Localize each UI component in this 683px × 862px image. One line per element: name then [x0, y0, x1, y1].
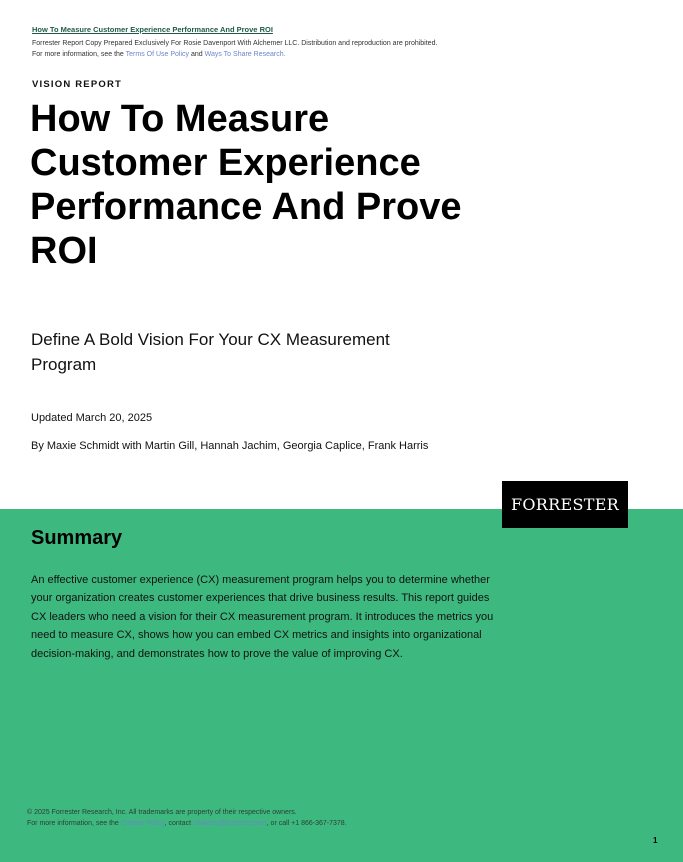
logo-text: FORRESTER: [510, 495, 620, 514]
more-info-and: and: [189, 51, 205, 58]
report-subtitle: Define A Bold Vision For Your CX Measurement Program: [31, 330, 390, 374]
forrester-logo: [502, 481, 628, 528]
authors-line: By Maxie Schmidt with Martin Gill, Hannah Jachim, Georgia Caplice, Frank Harris: [31, 440, 429, 452]
terms-of-use-link[interactable]: Terms Of Use Policy: [125, 51, 190, 58]
citation-policy-link[interactable]: Citation Policy: [120, 820, 165, 827]
summary-heading: Summary: [31, 527, 123, 549]
more-info-line: [32, 51, 286, 58]
footer-copyright: © 2025 Forrester Research, Inc. All trademarks are property of their respective owners.: [27, 809, 297, 816]
copy-notice: Forrester Report Copy Prepared Exclusively For Rosie Davenport With Alchemer LLC. Distribution and reproduction are prohibited.: [32, 40, 438, 47]
more-info-prefix: For more information, see the: [32, 51, 126, 58]
page-title: How To Measure Customer Experience Performance And Prove ROI: [30, 98, 462, 272]
ways-to-share-link[interactable]: Ways To Share Research.: [204, 51, 286, 58]
footer-info-prefix: For more information, see the: [27, 820, 121, 827]
report-title-link[interactable]: How To Measure Customer Experience Performance And Prove ROI: [32, 25, 273, 34]
report-type-label: VISION REPORT: [32, 79, 123, 90]
summary-body: An effective customer experience (CX) measurement program helps you to determine whether your organization creates customer experiences that drive business results. This report guides CX leaders who need a vision for their CX measurement program. It introduces the metrics you need to measure CX, shows how you can embed CX metrics and insights into organizational decision-making, and demonstrates how to prove the value of improving CX.: [31, 574, 494, 660]
footer-contact-line: [27, 820, 347, 827]
page-number: 1: [653, 836, 658, 845]
updated-date: Updated March 20, 2025: [31, 412, 153, 424]
footer-call-text: , or call +1 866-367-7378.: [266, 820, 347, 827]
citations-email-link[interactable]: citations@forrester.com: [193, 820, 267, 827]
footer-contact-text: , contact: [164, 820, 194, 827]
